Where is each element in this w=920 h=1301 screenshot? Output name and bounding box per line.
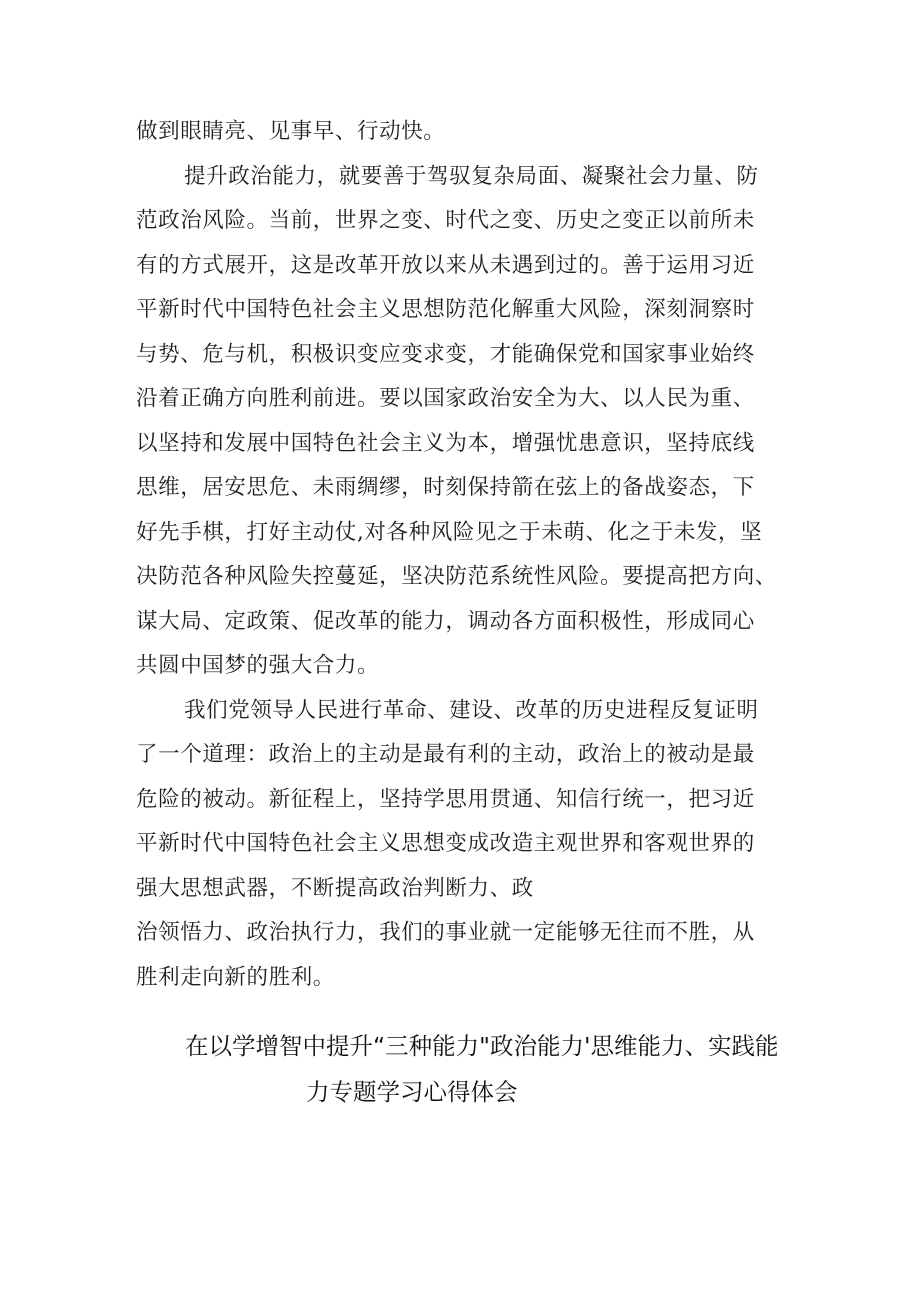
text-line: 危险的被动。新征程上，坚持学思用贯通、知信行统一，把习近 bbox=[136, 786, 755, 812]
text-line: 做到眼睛亮、见事早、行动快。 bbox=[136, 119, 446, 144]
text-line: 了一个道理：政治上的主动是最有利的主动，政治上的被动是最 bbox=[136, 742, 755, 767]
text-line: 胜利走向新的胜利。 bbox=[136, 964, 335, 990]
text-line: 范政治风险。当前，世界之变、时代之变、历史之变正以前所未 bbox=[136, 208, 755, 233]
text-line: 强大思想武器，不断提高政治判断力、政 bbox=[136, 875, 534, 901]
text-line: 共圆中国梦的强大合力。 bbox=[136, 653, 380, 678]
text-line: 谋大局、定政策、促改革的能力，调动各方面积极性，形成同心 bbox=[136, 608, 755, 634]
text-line: 提升政治能力，就要善于驾驭复杂局面、凝聚社会力量、防 bbox=[184, 163, 759, 189]
heading-line-1: 在以学增智中提升“三种能力"政治能力'思维能力、实践能 bbox=[185, 1032, 779, 1060]
section-heading bbox=[0, 1023, 920, 1115]
text-line: 我们党领导人民进行革命、建设、改革的历史进程反复证明 bbox=[184, 697, 759, 723]
text-line: 以坚持和发展中国特色社会主义为本，增强忧患意识，坚持底线 bbox=[136, 430, 755, 456]
text-line: 与势、危与机，积极识变应变求变，才能确保党和国家事业始终 bbox=[136, 341, 755, 367]
text-line: 平新时代中国特色社会主义思想防范化解重大风险，深刻洞察时 bbox=[136, 297, 755, 322]
heading-line-2: 力专题学习心得体会 bbox=[306, 1078, 518, 1106]
text-line: 平新时代中国特色社会主义思想变成改造主观世界和客观世界的 bbox=[136, 831, 755, 856]
text-line: 有的方式展开，这是改革开放以来从未遇到过的。善于运用习近 bbox=[136, 252, 755, 278]
text-line: 沿着正确方向胜利前进。要以国家政治安全为大、以人民为重、 bbox=[136, 386, 755, 411]
text-line: 决防范各种风险失控蔓延，坚决防范系统性风险。要提高把方向、 bbox=[136, 564, 777, 589]
text-line: 好先手棋，打好主动仗,对各种风险见之于未萌、化之于未发，坚 bbox=[136, 519, 763, 545]
document-body bbox=[136, 110, 796, 1000]
text-line: 治领悟力、政治执行力，我们的事业就一定能够无往而不胜，从 bbox=[136, 920, 755, 945]
text-line: 思维，居安思危、未雨绸缪，时刻保持箭在弦上的备战姿态，下 bbox=[136, 475, 755, 500]
